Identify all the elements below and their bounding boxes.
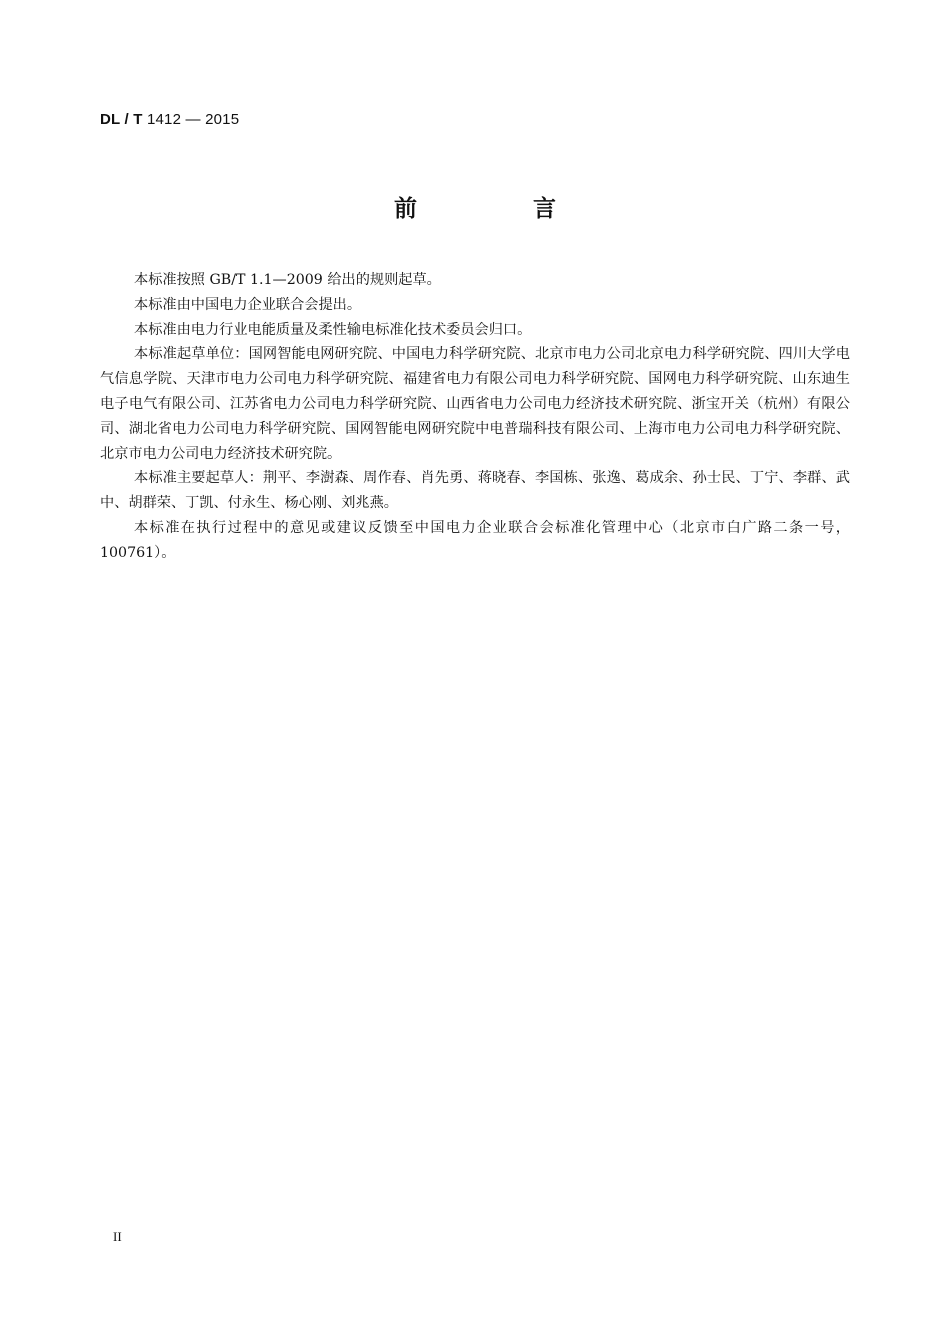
foreword-body: [100, 268, 850, 566]
paragraph-drafting-units: 本标准起草单位：国网智能电网研究院、中国电力科学研究院、北京市电力公司北京电力科学研究院、四川大学电气信息学院、天津市电力公司电力科学研究院、福建省电力有限公司电力科学研究院、国网电力科学研究院、山东迪生电子电气有限公司、江苏省电力公司电力科学研究院、山西省电力公司电力经济技术研究院、浙宝开关（杭州）有限公司、湖北省电力公司电力科学研究院、国网智能电网研究院中电普瑞科技有限公司、上海市电力公司电力科学研究院、北京市电力公司电力经济技术研究院。: [100, 346, 850, 462]
paragraph-proposer: 本标准由中国电力企业联合会提出。: [134, 296, 362, 313]
standard-prefix: DL / T: [100, 111, 143, 128]
document-code: [100, 111, 239, 128]
paragraph-committee: 本标准由电力行业电能质量及柔性输电标准化技术委员会归口。: [134, 321, 532, 338]
paragraph-drafting-rules: 本标准按照 GB/T 1.1—2009 给出的规则起草。: [134, 272, 441, 288]
paragraph-drafters: 本标准主要起草人：荆平、李澍森、周作春、肖先勇、蒋晓春、李国栋、张逸、葛成余、孙士民、丁宁、李群、武中、胡群荣、丁凯、付永生、杨心刚、刘兆燕。: [100, 470, 850, 512]
page-title: 前 言: [393, 196, 610, 222]
standard-number: 1412 — 2015: [146, 111, 240, 128]
paragraph-feedback: 本标准在执行过程中的意见或建议反馈至中国电力企业联合会标准化管理中心（北京市白广路二条一号，100761）。: [100, 519, 850, 561]
page-number: II: [113, 1229, 122, 1244]
